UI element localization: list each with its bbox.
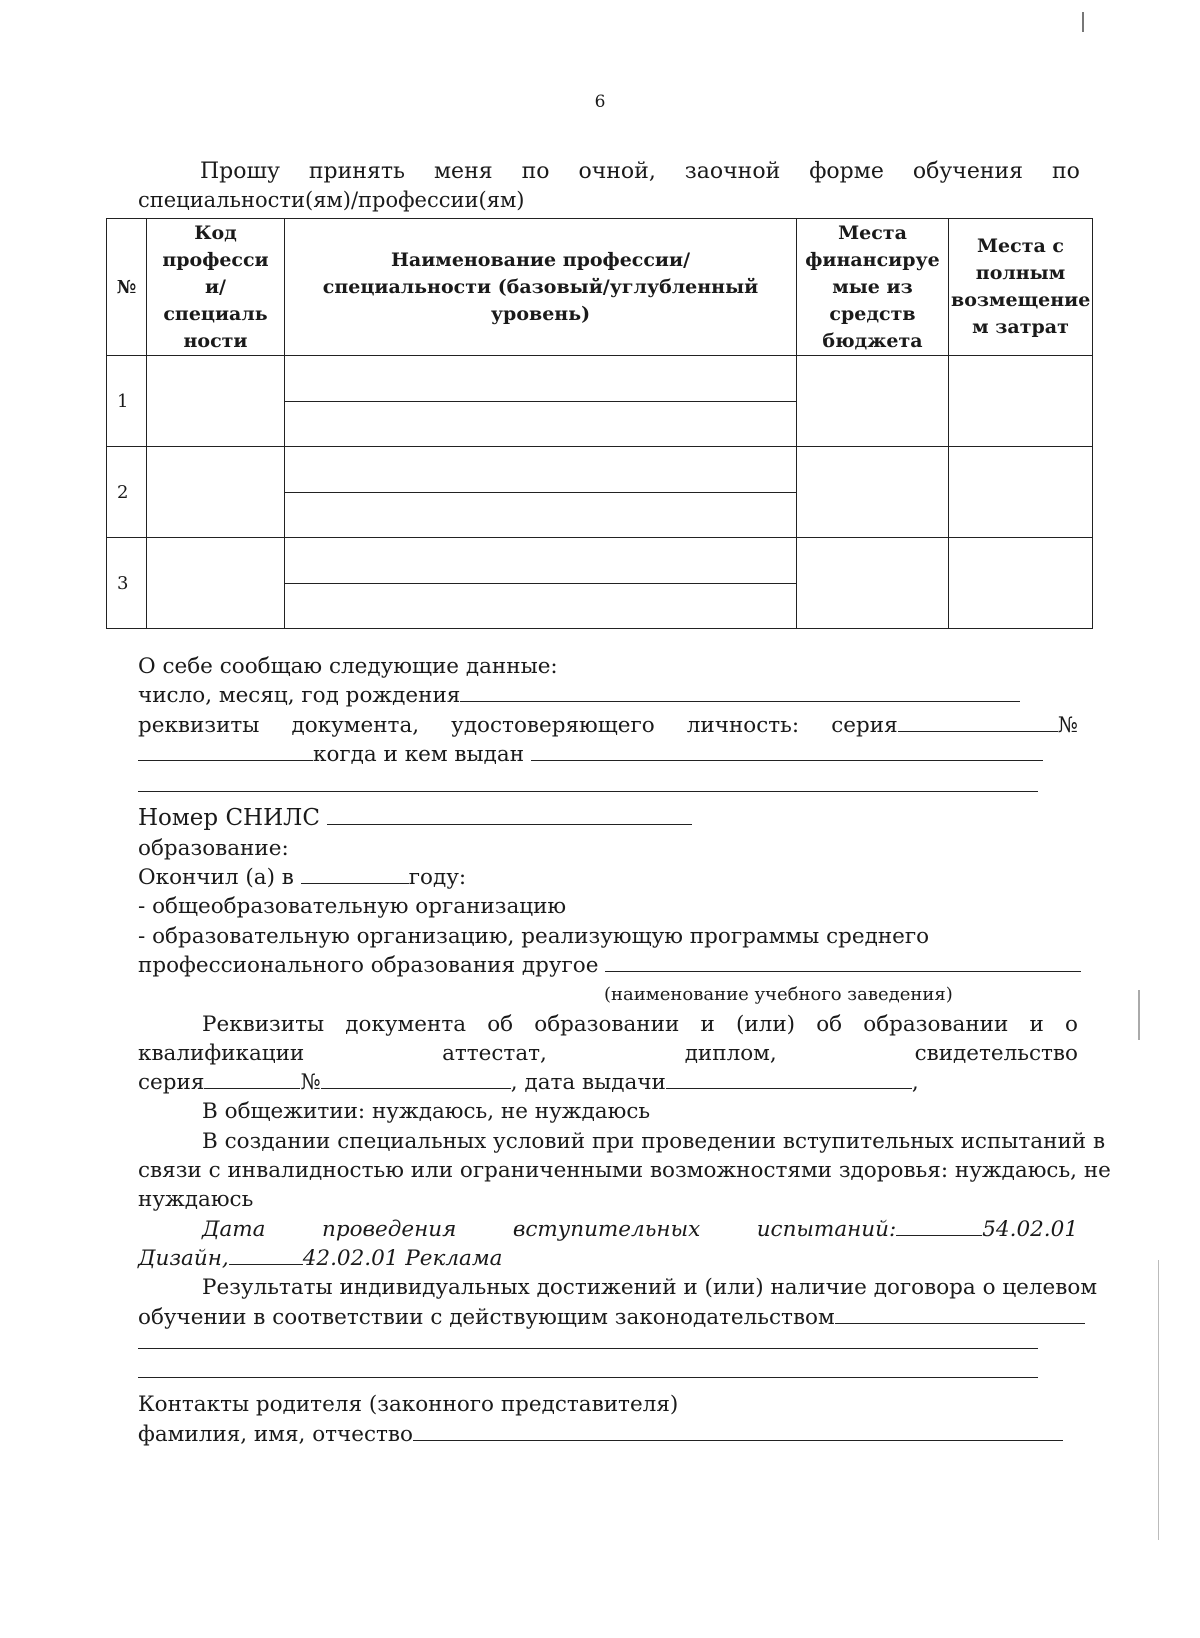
id-document-line (138, 711, 1078, 740)
edu-number-sign: № (300, 1070, 321, 1096)
intro-word: очной, (578, 159, 656, 184)
spo-option: - образовательную организацию, реализующую программы среднего (138, 923, 930, 949)
special-conditions-line-3: нуждаюсь (138, 1187, 254, 1213)
id-issued-line (138, 740, 1078, 769)
graduated-line (138, 863, 1078, 892)
table-row (107, 447, 1093, 538)
results-field[interactable] (835, 1303, 1085, 1324)
series-label: серия (831, 712, 898, 738)
edu-doc-word: и (700, 1011, 715, 1037)
code-cell[interactable] (147, 447, 285, 538)
exam-date-field-2[interactable] (229, 1244, 303, 1265)
header-code: Код професси и/ специаль ности (147, 219, 285, 356)
results-label: обучении в соответствии с действующим законодательством (138, 1304, 835, 1330)
edu-doc-word: (или) (735, 1011, 796, 1037)
issued-continuation-line (138, 769, 1078, 798)
intro-line-1 (200, 158, 1080, 186)
graduated-suffix: году: (408, 865, 467, 891)
header-number: № (107, 219, 147, 356)
exam-date-line (138, 1215, 1078, 1244)
edu-date-field[interactable] (666, 1068, 912, 1089)
results-field-continued-2[interactable] (138, 1361, 1038, 1378)
header-budget: Места финансируе мые из средств бюджета (797, 219, 949, 356)
row-number: 1 (107, 356, 147, 447)
parent-name-label: фамилия, имя, отчество (138, 1421, 413, 1447)
page-number: 6 (594, 92, 606, 112)
edu-doc-word: об (816, 1011, 843, 1037)
issued-label: когда и кем выдан (313, 741, 525, 767)
profession-table (106, 218, 1093, 629)
edu-number-field[interactable] (321, 1068, 511, 1089)
scan-artifact-mark (1158, 1260, 1159, 1540)
about-heading: О себе сообщаю следующие данные: (138, 654, 558, 679)
edu-line-end: , (911, 1070, 919, 1096)
intro-word: обучения (912, 159, 1024, 184)
intro-word: заочной (684, 159, 781, 184)
edu-doc-word: об (487, 1011, 514, 1037)
intro-word: Прошу (200, 159, 280, 184)
edu-doc-word: образовании (863, 1011, 1009, 1037)
spo-other-label: профессионального образования другое (138, 952, 599, 978)
intro-word: по (521, 159, 550, 184)
scan-artifact-mark (1082, 12, 1084, 32)
id-doc-word: документа, (291, 712, 420, 738)
graduation-year-field[interactable] (301, 863, 409, 884)
paid-cell[interactable] (949, 538, 1093, 629)
special-conditions-line-2: связи с инвалидностью или ограниченными возможностями здоровья: нуждаюсь, не (138, 1158, 1111, 1184)
table-row (107, 356, 1093, 447)
snils-line (138, 804, 1078, 833)
id-series-field[interactable] (898, 711, 1058, 732)
results-line-1: Результаты индивидуальных достижений и (или) наличие договора о целевом (202, 1275, 1098, 1301)
issued-by-field-continued[interactable] (138, 769, 1038, 792)
number-sign: № (1057, 712, 1078, 738)
row-number: 3 (107, 538, 147, 629)
institution-caption: (наименование учебного заведения) (604, 984, 953, 1006)
qualification-label: квалификации (138, 1040, 305, 1066)
school-option: - общеобразовательную организацию (138, 894, 567, 920)
applicant-data-section (138, 652, 1111, 1449)
table-row (107, 538, 1093, 629)
intro-word: форме (809, 159, 884, 184)
table-header-row (107, 219, 1093, 356)
graduated-label: Окончил (а) в (138, 865, 294, 891)
name-cell[interactable] (285, 538, 797, 629)
results-continuation-1 (138, 1332, 1078, 1361)
edu-series-field[interactable] (204, 1068, 300, 1089)
certificate-option[interactable]: аттестат, (442, 1040, 547, 1066)
name-cell[interactable] (285, 356, 797, 447)
edu-doc-word: документа (345, 1011, 467, 1037)
edu-doc-line (138, 1010, 1078, 1039)
code-cell[interactable] (147, 356, 285, 447)
parent-name-field[interactable] (413, 1420, 1063, 1441)
intro-word: по (1052, 159, 1080, 184)
exam-word: Дата (202, 1216, 266, 1242)
issued-by-field[interactable] (531, 740, 1043, 761)
edu-doc-word: о (1064, 1011, 1078, 1037)
exam-word: испытаний: (756, 1216, 897, 1242)
edu-doc-details-line (138, 1068, 1078, 1097)
edu-doc-word: Реквизиты (202, 1011, 325, 1037)
education-label: образование: (138, 835, 289, 861)
birth-date-field[interactable] (460, 681, 1020, 702)
parent-contacts-heading: Контакты родителя (законного представителя) (138, 1392, 679, 1418)
diploma-option[interactable]: диплом, (684, 1040, 777, 1066)
birth-date-line (138, 681, 1078, 710)
code-cell[interactable] (147, 538, 285, 629)
header-paid: Места с полным возмещение м затрат (949, 219, 1093, 356)
exam-specialty-name-1: Дизайн, (138, 1245, 229, 1271)
exam-specialty-code-1: 54.02.01 (982, 1216, 1078, 1242)
budget-cell[interactable] (797, 538, 949, 629)
name-cell[interactable] (285, 447, 797, 538)
results-continuation-2 (138, 1361, 1078, 1390)
edu-doc-word: и (1029, 1011, 1044, 1037)
edu-series-label: серия (138, 1070, 205, 1096)
special-conditions-line-1: В создании специальных условий при проведении вступительных испытаний в (202, 1128, 1106, 1154)
exam-word: вступительных (512, 1216, 701, 1242)
paid-cell[interactable] (949, 447, 1093, 538)
intro-word: принять (308, 159, 405, 184)
exam-date-field-1[interactable] (896, 1215, 982, 1236)
dormitory-line: В общежитии: нуждаюсь, не нуждаюсь (202, 1099, 651, 1125)
exam-word: проведения (321, 1216, 457, 1242)
edu-doc-word: образовании (534, 1011, 680, 1037)
intro-word: меня (433, 159, 493, 184)
budget-cell[interactable] (797, 356, 949, 447)
header-name: Наименование профессии/ специальности (базовый/углубленный уровень) (285, 219, 797, 356)
qualification-line (138, 1039, 1078, 1068)
parent-name-line (138, 1420, 1078, 1449)
spo-other-line (138, 951, 1078, 980)
intro-line-2: специальности(ям)/профессии(ям) (138, 188, 525, 212)
id-doc-word: удостоверяющего (451, 712, 655, 738)
id-doc-word: реквизиты (138, 712, 260, 738)
row-number: 2 (107, 447, 147, 538)
budget-cell[interactable] (797, 447, 949, 538)
snils-field[interactable] (327, 804, 692, 825)
attestation-option[interactable]: свидетельство (914, 1040, 1078, 1066)
id-doc-word: личность: (686, 712, 800, 738)
paid-cell[interactable] (949, 356, 1093, 447)
birth-date-label: число, месяц, год рождения (138, 683, 461, 709)
exam-date-line-2 (138, 1244, 1078, 1273)
results-field-continued-1[interactable] (138, 1332, 1038, 1349)
edu-date-label: , дата выдачи (510, 1070, 666, 1096)
exam-specialty-2: 42.02.01 Реклама (302, 1245, 503, 1271)
snils-label: Номер СНИЛС (138, 805, 320, 832)
scan-artifact-mark (1138, 990, 1140, 1040)
id-number-field[interactable] (138, 740, 313, 761)
results-line-2 (138, 1303, 1078, 1332)
institution-field[interactable] (605, 951, 1081, 972)
